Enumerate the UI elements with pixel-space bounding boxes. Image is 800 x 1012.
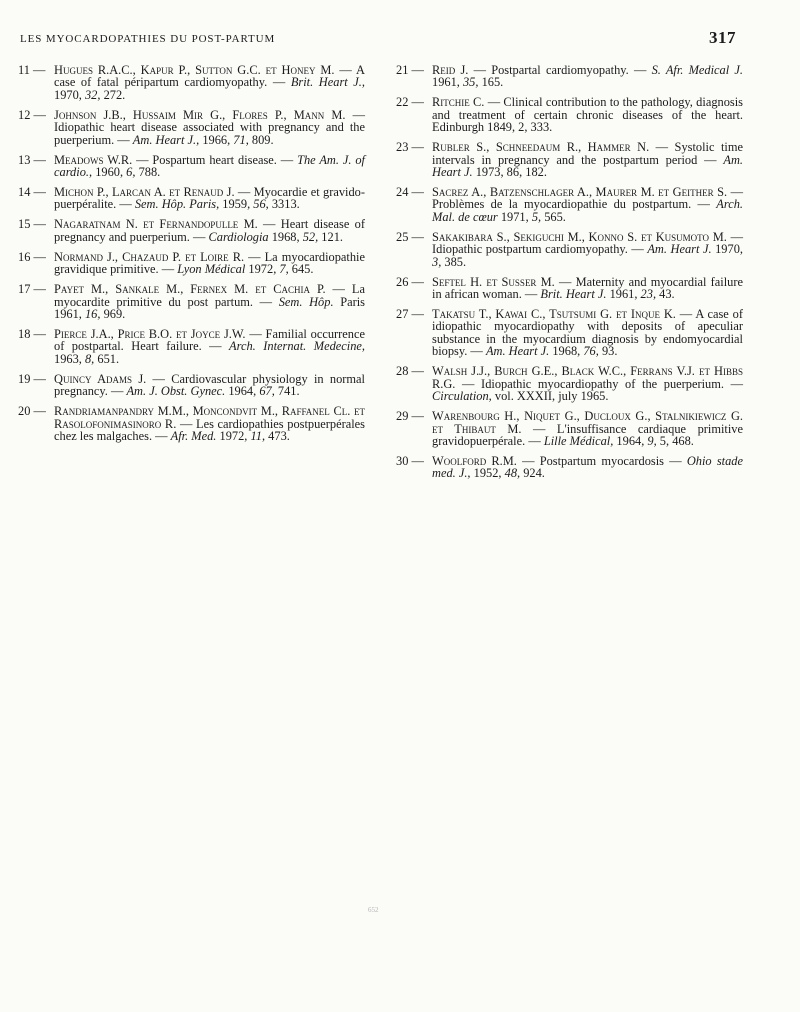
reference-number: 12 — [18,107,46,122]
reference-authors: Normand J., Chazaud P. et Loire R. [54,249,245,264]
reference-segment: 93. [598,344,618,359]
reference-text [432,231,743,268]
reference-number: 20 — [18,404,46,419]
reference-italic: Am. Heart J. [647,242,712,257]
reference-segment: 565. [541,209,566,224]
reference-authors: Meadows W.R. [54,152,133,167]
reference-segment: 1964, [225,384,260,399]
reference-text [54,109,365,146]
reference-italic: 32, [84,87,101,102]
reference-segment: 1972, [216,429,251,444]
reference-segment: 1970, [54,87,85,102]
reference-number: 15 — [18,217,46,232]
reference-segment: 809. [248,132,274,147]
reference-italic: 35, [462,75,479,90]
reference-segment: — Idiopathic postpartum cardiomyopathy. — [432,229,743,257]
reference-authors: Nagaratnam N. et Fernandopulle M. [54,217,258,232]
reference-text [432,141,743,178]
reference-number: 11 — [18,63,46,77]
reference-text [54,328,365,365]
reference-number: 16 — [18,249,46,264]
reference-number: 14 — [18,185,46,200]
reference-segment: — Postpartal cardiomyopathy. — [468,63,652,77]
reference-text [54,218,365,243]
reference-number: 13 — [18,152,46,167]
reference-segment: 651. [94,351,120,366]
reference-text [432,276,743,301]
reference-number: 18 — [18,327,46,342]
reference-italic: Lyon Médical [177,262,246,277]
reference-number: 29 — [396,409,424,424]
reference-italic: Cardiologia [208,229,269,244]
reference-segment: — Idiopathic heart disease associated with pregnancy and the puerperium. — [54,107,365,147]
reference-text [54,154,365,179]
reference-number: 26 — [396,274,424,289]
reference-segment: 1961, [432,75,463,90]
reference-italic: S. Afr. Medical J. [651,63,743,77]
reference-segment: — Cardiovascular physiology in normal pregnancy. — [54,371,365,399]
reference-segment: 969. [100,307,126,322]
reference-entry [396,231,743,268]
reference-segment: Paris 1961, [54,294,365,322]
reference-authors: Randriamanpandry M.M., Moncondvit M., Raffanel Cl. et Rasolofonimasinoro R. [54,404,365,431]
reference-segment: — La myocardite primitive du post partum. — [54,282,365,309]
reference-italic: Ohio stade med. J., [432,453,743,481]
reference-text [54,251,365,276]
reference-italic: 56, [253,197,269,212]
reference-number: 23 — [396,140,424,155]
running-head: LES MYOCARDOPATHIES DU POST-PARTUM [20,33,276,45]
reference-italic: Circulation, [432,389,492,404]
reference-authors: Sakakibara S., Sekiguchi M., Konno S. et Kusumoto M. [432,229,727,244]
reference-entry [396,410,743,447]
reference-text [54,64,365,101]
reference-entry [18,373,365,398]
reference-italic: 67, [259,384,275,399]
reference-italic: 52, [302,229,319,244]
reference-text [54,405,365,442]
reference-segment: — Maternity and myocardial failure in african woman. — [432,274,743,302]
reference-segment: 1968, [268,229,303,244]
reference-italic: 3, [432,254,442,269]
reference-segment: 1959, [219,197,254,212]
reference-entry [396,365,743,402]
reference-italic: Am. Heart J., [132,132,200,147]
reference-segment: 1973, 86, 182. [472,165,547,180]
reference-entry [18,283,365,320]
page-number: 317 [709,28,736,47]
reference-text [432,365,743,402]
stray-mark: 652 [368,906,379,914]
reference-segment: — L'insuffisance cardiaque primitive gravidopuerpérale. — [432,421,743,448]
reference-segment: 272. [100,87,126,102]
reference-segment: 473. [265,429,290,444]
reference-authors: Sacrez A., Batzenschlager A., Maurer M. et Geither S. [432,185,728,200]
reference-number: 22 — [396,95,424,110]
reference-entry [18,186,365,211]
reference-segment: 1960, [92,165,127,180]
reference-entry [396,96,743,133]
reference-italic: 23, [640,287,657,302]
reference-number: 28 — [396,364,424,379]
reference-number: 17 — [18,282,46,297]
reference-segment: 1963, [54,351,85,366]
reference-segment: 1972, [245,262,280,277]
reference-authors: Walsh J.J., Burch G.E., Black W.C., Ferrans V.J. et Hibbs R.G. [432,364,743,391]
reference-entry [396,64,743,89]
reference-entry [396,141,743,178]
reference-authors: Johnson J.B., Hussaim Mir G., Flores P., Mann M. [54,107,346,122]
reference-authors: Michon P., Larcan A. et Renaud J. [54,185,235,200]
reference-entry [18,328,365,365]
reference-italic: 9, [647,433,657,448]
reference-segment: 1968, [549,344,584,359]
reference-text [432,64,743,89]
reference-segment: 924. [520,466,545,481]
reference-segment: 3313. [268,197,300,212]
reference-number: 24 — [396,185,424,200]
reference-segment: 645. [288,262,314,277]
reference-number: 27 — [396,307,424,322]
reference-segment: 1966, [199,132,234,147]
reference-authors: Hugues R.A.C., Kapur P., Sutton G.C. et Honey M. [54,63,335,77]
references-right-column [396,64,743,487]
reference-italic: Arch. Internat. Medecine, [229,339,366,354]
reference-segment: 1970, [711,242,743,257]
references-left-column [18,64,365,450]
reference-entry [396,455,743,480]
reference-segment: — Clinical contribution to the pathology, diagnosis and treatment of certain chronic diseases of the heart. Edinburgh 1849, 2, 333. [432,95,743,135]
reference-text [54,283,365,320]
reference-italic: Am. Heart J. [485,344,550,359]
reference-italic: Am. Heart J. [432,152,743,180]
reference-italic: 76, [583,344,599,359]
reference-entry [396,276,743,301]
reference-italic: Am. J. Obst. Gynec. [126,384,226,399]
reference-italic: Sem. Hôp. [278,294,334,309]
reference-segment: 43. [656,287,675,302]
reference-italic: The Am. J. of cardio., [54,152,366,180]
reference-segment: 1952, [470,466,505,481]
reference-segment: 165. [478,75,504,90]
reference-entry [396,308,743,358]
reference-authors: Woolford R.M. [432,453,517,468]
reference-italic: Brit. Heart J. [540,287,607,302]
reference-number: 25 — [396,229,424,244]
reference-segment: 741. [274,384,300,399]
reference-segment: 788. [135,165,161,180]
reference-italic: 6, [126,165,136,180]
reference-text [432,308,743,358]
reference-entry [18,405,365,442]
reference-segment: 1961, [606,287,641,302]
reference-segment: — Idiopathic myocardiopathy of the puerperium. — [455,376,743,391]
reference-italic: Brit. Heart J., [290,75,366,90]
reference-italic: Lille Médical, [543,433,614,448]
reference-authors: Rubler S., Schneedaum R., Hammer N. [432,140,650,155]
reference-entry [396,186,743,223]
reference-segment: — La myocardiopathie gravidique primitive. — [54,249,365,277]
reference-segment: 121. [318,229,343,244]
reference-authors: Seftel H. et Susser M. [432,274,555,289]
reference-segment: 5, 468. [656,433,694,448]
reference-italic: 8, [84,351,95,366]
reference-text [432,96,743,133]
reference-authors: Payet M., Sankale M., Fernex M. et Cachia P. [54,282,326,297]
reference-entry [18,251,365,276]
reference-authors: Pierce J.A., Price B.O. et Joyce J.W. [54,327,246,342]
reference-number: 21 — [396,63,424,77]
reference-text [432,186,743,223]
reference-authors: Quincy Adams J. [54,371,147,386]
reference-segment: — Pospartum heart disease. — [132,152,298,167]
reference-italic: 11, [250,429,266,444]
reference-authors: Ritchie C. [432,95,485,110]
reference-italic: 5, [531,209,542,224]
reference-segment: 1964, [613,433,648,448]
reference-authors: Reid J. [432,63,469,77]
reference-segment: — Myocardie et gravido-puerpéralite. — [54,185,365,212]
reference-entry [18,154,365,179]
reference-entry [18,109,365,146]
reference-text [54,373,365,398]
reference-italic: 71, [233,132,249,147]
reference-italic: Arch. Mal. de cœur [432,197,743,224]
reference-entry [18,218,365,243]
reference-italic: 7, [279,262,289,277]
reference-authors: Warenbourg H., Niquet G., Ducloux G., Stalnikiewicz G. et Thibaut M. [432,409,743,436]
reference-segment: — Familial occurrence of postpartal. Heart failure. — [54,327,365,354]
reference-text [432,410,743,447]
reference-italic: 48, [504,466,521,481]
reference-segment: — Heart disease of pregnancy and puerperium. — [54,217,366,244]
reference-text [54,186,365,211]
reference-italic: 16, [84,307,101,322]
reference-number: 30 — [396,453,424,468]
reference-italic: Afr. Med. [170,429,217,444]
reference-authors: Takatsu T., Kawai C., Tsutsumi G. et Inque K. [432,307,676,322]
reference-segment: — A case of idiopathic myocardiopathy with deposits of apeculiar substance in the myocardium diagnosis by endomyocardial biopsy. — [432,307,743,359]
reference-entry [18,64,365,101]
reference-segment: 1971, [497,209,532,224]
reference-segment: — Postpartum myocardosis — [516,453,687,468]
reference-segment: — A case of fatal péripartum cardiomyopathy. — [54,63,366,90]
reference-segment: vol. XXXII, july 1965. [491,389,609,404]
reference-segment: — Problèmes de la myocardiopathie du postpartum. — [432,185,743,212]
reference-italic: Sem. Hôp. Paris, [134,197,220,212]
reference-segment: 385. [441,254,467,269]
reference-segment: — Systolic time intervals in pregnancy and the postpartum period — [432,140,743,167]
reference-segment: — Les cardiopathies postpuerpérales chez les malgaches. — [54,416,366,444]
reference-number: 19 — [18,371,46,386]
reference-text [432,455,743,480]
